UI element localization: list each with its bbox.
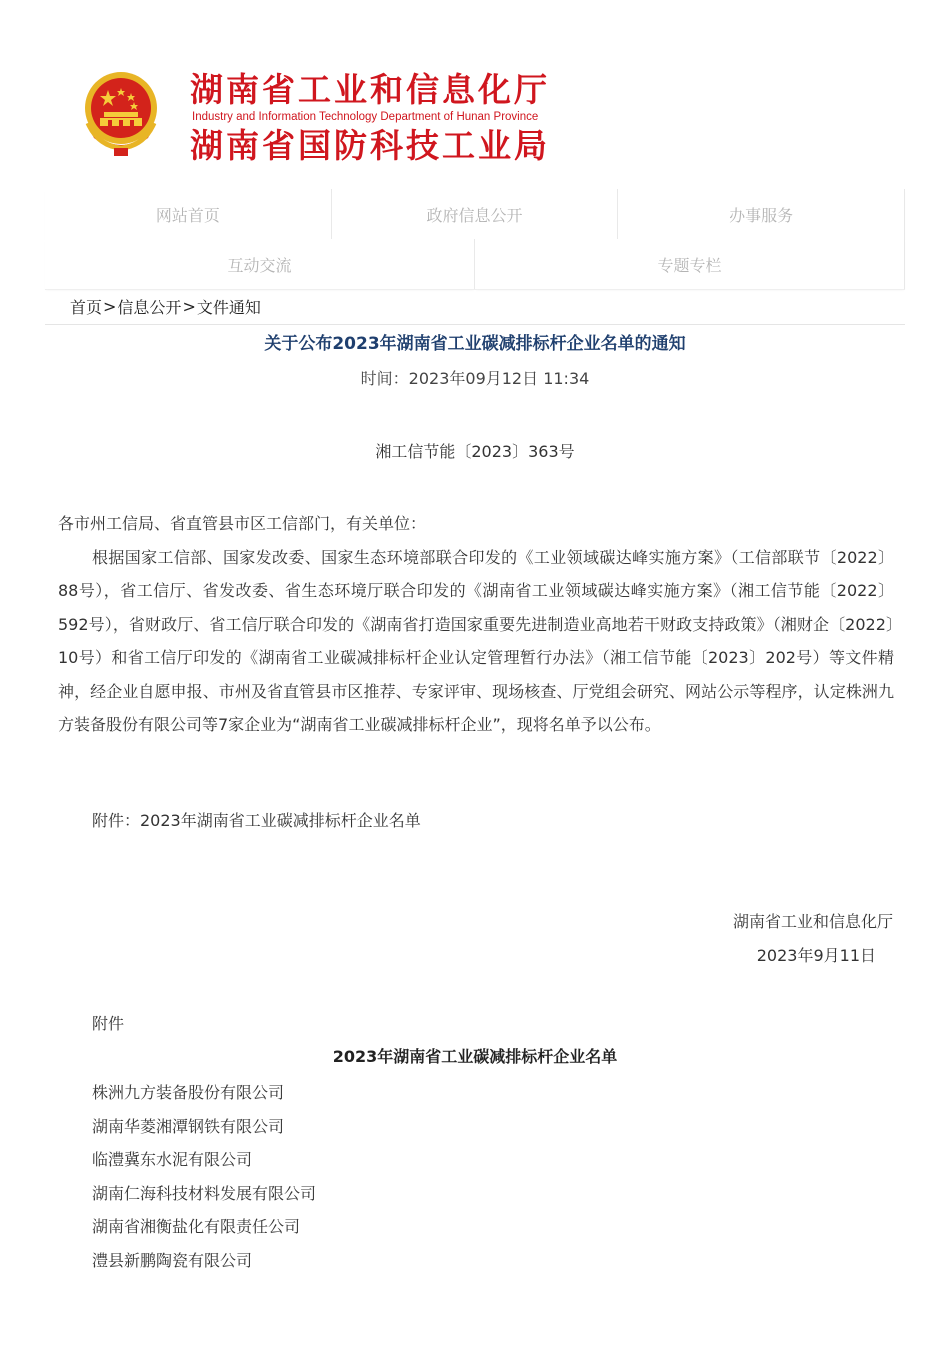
signer-organization: 湖南省工业和信息化厅	[732, 912, 893, 931]
breadcrumb-home[interactable]: 首页	[70, 298, 103, 317]
bureau-name-cn: 湖南省国防科技工业局	[190, 126, 550, 165]
breadcrumb	[45, 289, 905, 325]
sign-date: 2023年9月11日	[756, 946, 876, 965]
salutation: 各市州工信局、省直管县市区工信部门，有关单位：	[58, 514, 427, 533]
attachment-link[interactable]: 附件：2023年湖南省工业碳减排标杆企业名单	[92, 811, 421, 830]
article-time: 时间：2023年09月12日 11:34	[360, 369, 590, 388]
list-item: 临澧冀东水泥有限公司	[92, 1150, 253, 1169]
document-number: 湘工信节能〔2023〕363号	[375, 442, 575, 461]
nav-item-home[interactable]: 网站首页	[45, 189, 332, 239]
nav-item-special-topics[interactable]: 专题专栏	[475, 239, 905, 289]
appendix-label: 附件	[92, 1014, 125, 1033]
breadcrumb-separator: >	[103, 297, 117, 316]
breadcrumb-info-public[interactable]: 信息公开	[117, 298, 182, 317]
appendix-title: 2023年湖南省工业碳减排标杆企业名单	[332, 1047, 618, 1066]
nav-item-services[interactable]: 办事服务	[618, 189, 905, 239]
breadcrumb-notices[interactable]: 文件通知	[196, 298, 261, 317]
list-item: 湖南省湘衡盐化有限责任公司	[92, 1217, 301, 1236]
body-paragraph: 根据国家工信部、国家发改委、国家生态环境部联合印发的《工业领域碳达峰实施方案》（工信部联节〔2022〕88号），省工信厅、省发改委、省生态环境厅联合印发的《湖南省工业领域碳达峰实施方案》（湘工信节能〔2022〕592号），省财政厅、省工信厅联合印发的《湖南省打造国家重要先进制造业高地若干财政支持政策》（湘财企〔2022〕10号）和省工信厅印发的《湖南省工业碳减排标杆企业认定管理暂行办法》（湘工信节能〔2023〕202号）等文件精神，经企业自愿申报、市州及省直管县市区推荐、专家评审、现场核查、厅党组会研究、网站公示等程序，认定株洲九方装备股份有限公司等7家企业为“湖南省工业碳减排标杆企业”，现将名单予以公布。	[58, 547, 894, 734]
nav-row-2	[45, 239, 905, 290]
article-body	[58, 507, 894, 742]
department-name-en: Industry and Information Technology Department of Hunan Province	[192, 111, 539, 123]
company-list	[92, 1076, 316, 1277]
list-item: 株洲九方装备股份有限公司	[92, 1083, 285, 1102]
department-name-cn: 湖南省工业和信息化厅	[190, 70, 550, 109]
nav-item-gov-info[interactable]: 政府信息公开	[332, 189, 619, 239]
breadcrumb-separator: >	[182, 297, 196, 316]
national-emblem-icon[interactable]	[78, 68, 164, 160]
nav-row-1	[45, 189, 905, 240]
article-title: 关于公布2023年湖南省工业碳减排标杆企业名单的通知	[264, 334, 686, 354]
list-item: 湖南华菱湘潭钢铁有限公司	[92, 1116, 285, 1136]
list-item: 湖南仁海科技材料发展有限公司	[92, 1183, 317, 1203]
site-header	[0, 0, 950, 188]
list-item: 澧县新鹏陶瓷有限公司	[92, 1250, 253, 1270]
nav-item-interaction[interactable]: 互动交流	[45, 239, 475, 289]
